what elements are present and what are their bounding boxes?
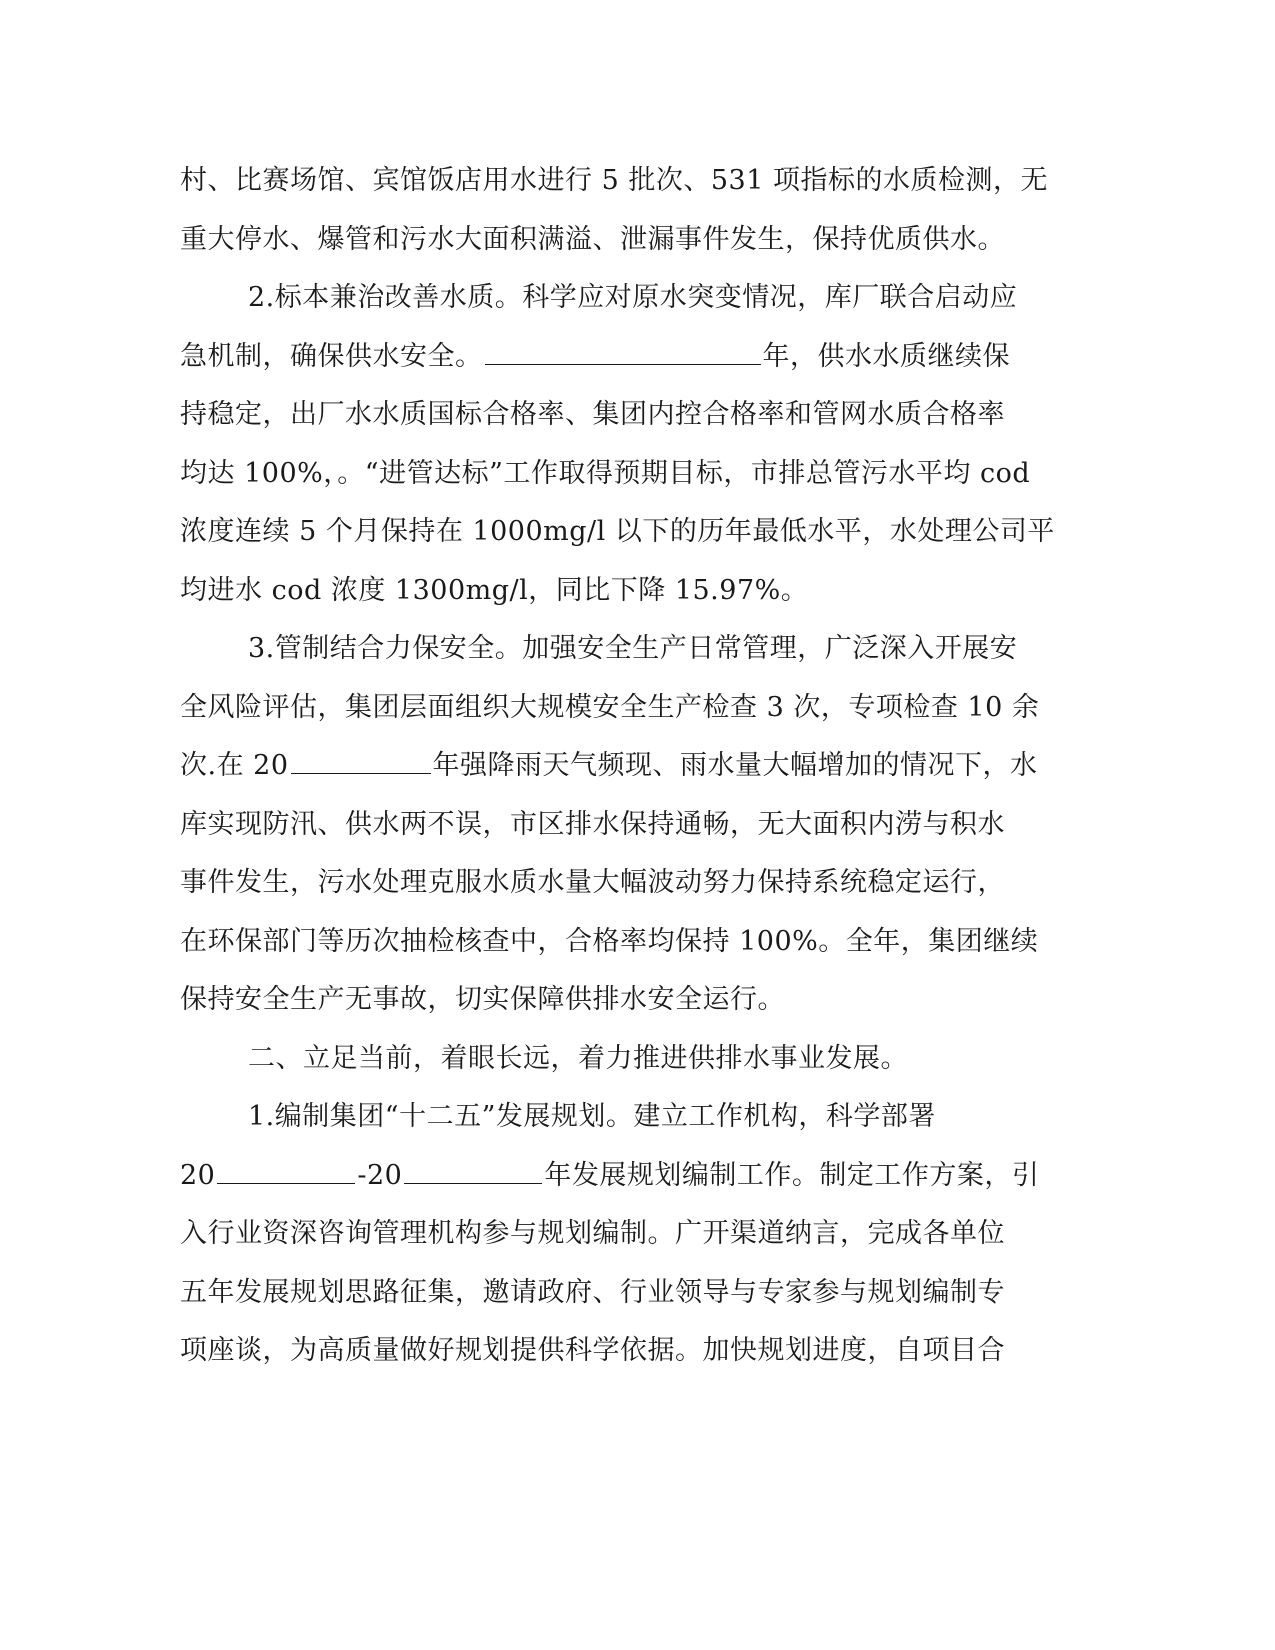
fill-in-blank bbox=[404, 1153, 542, 1184]
body-line-with-blank bbox=[180, 737, 1038, 796]
body-line-with-blank bbox=[180, 328, 1030, 387]
body-line: 全风险评估，集团层面组织大规模安全生产检查 3 次，专项检查 10 余 bbox=[180, 691, 1040, 723]
body-line: 五年发展规划思路征集，邀请政府、行业领导与专家参与规划编制专 bbox=[180, 1276, 1005, 1308]
body-line: 入行业资深咨询管理机构参与规划编制。广开渠道纳言，完成各单位 bbox=[180, 1218, 1005, 1249]
line-text-after-blank: 年发展规划编制工作。制定工作方案，引 bbox=[544, 1159, 1040, 1191]
body-line: 在环保部门等历次抽检核查中，合格率均保持 100%。全年，集团继续 bbox=[180, 925, 1039, 957]
body-line: 均达 100%，。“进管达标”工作取得预期目标，市排总管污水平均 cod bbox=[180, 457, 1031, 489]
fill-in-blank bbox=[217, 1153, 355, 1184]
body-line: 浓度连续 5 个月保持在 1000mg/l 以下的历年最低水平，水处理公司平 bbox=[180, 516, 1055, 547]
line-text-between-blanks: -20 bbox=[357, 1159, 403, 1191]
body-line: 库实现防汛、供水两不误，市区排水保持通畅，无大面积内涝与积水 bbox=[180, 808, 1005, 840]
line-text-before-blank: 次.在 20 bbox=[180, 750, 289, 781]
body-line-with-blanks bbox=[180, 1147, 1040, 1206]
body-line: 保持安全生产无事故，切实保障供排水安全运行。 bbox=[180, 984, 785, 1015]
document-body bbox=[180, 152, 1055, 1381]
line-text-before-blank: 急机制，确保供水安全。 bbox=[180, 340, 483, 372]
paragraph-start-line: 2.标本兼治改善水质。科学应对原水突变情况，库厂联合启动应 bbox=[248, 282, 1018, 313]
section-heading: 二、立足当前，着眼长远，着力推进供排水事业发展。 bbox=[248, 1042, 908, 1074]
body-line: 村、比赛场馆、宾馆饭店用水进行 5 批次、531 项指标的水质检测，无 bbox=[180, 165, 1048, 196]
body-line: 重大停水、爆管和污水大面积满溢、泄漏事件发生，保持优质供水。 bbox=[180, 223, 1005, 255]
body-line: 事件发生，污水处理克服水质水量大幅波动努力保持系统稳定运行， bbox=[180, 867, 1005, 898]
fill-in-blank bbox=[291, 743, 431, 774]
line-text-before-blank: 20 bbox=[180, 1159, 216, 1191]
paragraph-start-line: 1.编制集团“十二五”发展规划。建立工作机构，科学部署 bbox=[248, 1101, 936, 1132]
body-line: 均进水 cod 浓度 1300mg/l，同比下降 15.97%。 bbox=[180, 574, 809, 606]
line-text-after-blank: 年强降雨天气频现、雨水量大幅增加的情况下，水 bbox=[432, 750, 1038, 781]
paragraph-start-line: 3.管制结合力保安全。加强安全生产日常管理，广泛深入开展安 bbox=[248, 633, 1018, 664]
body-line: 持稳定，出厂水水质国标合格率、集团内控合格率和管网水质合格率 bbox=[180, 399, 1005, 430]
line-text-after-blank: 年，供水水质继续保 bbox=[762, 340, 1010, 372]
fill-in-blank bbox=[485, 334, 761, 365]
body-line: 项座谈，为高质量做好规划提供科学依据。加快规划进度，自项目合 bbox=[180, 1335, 1005, 1366]
